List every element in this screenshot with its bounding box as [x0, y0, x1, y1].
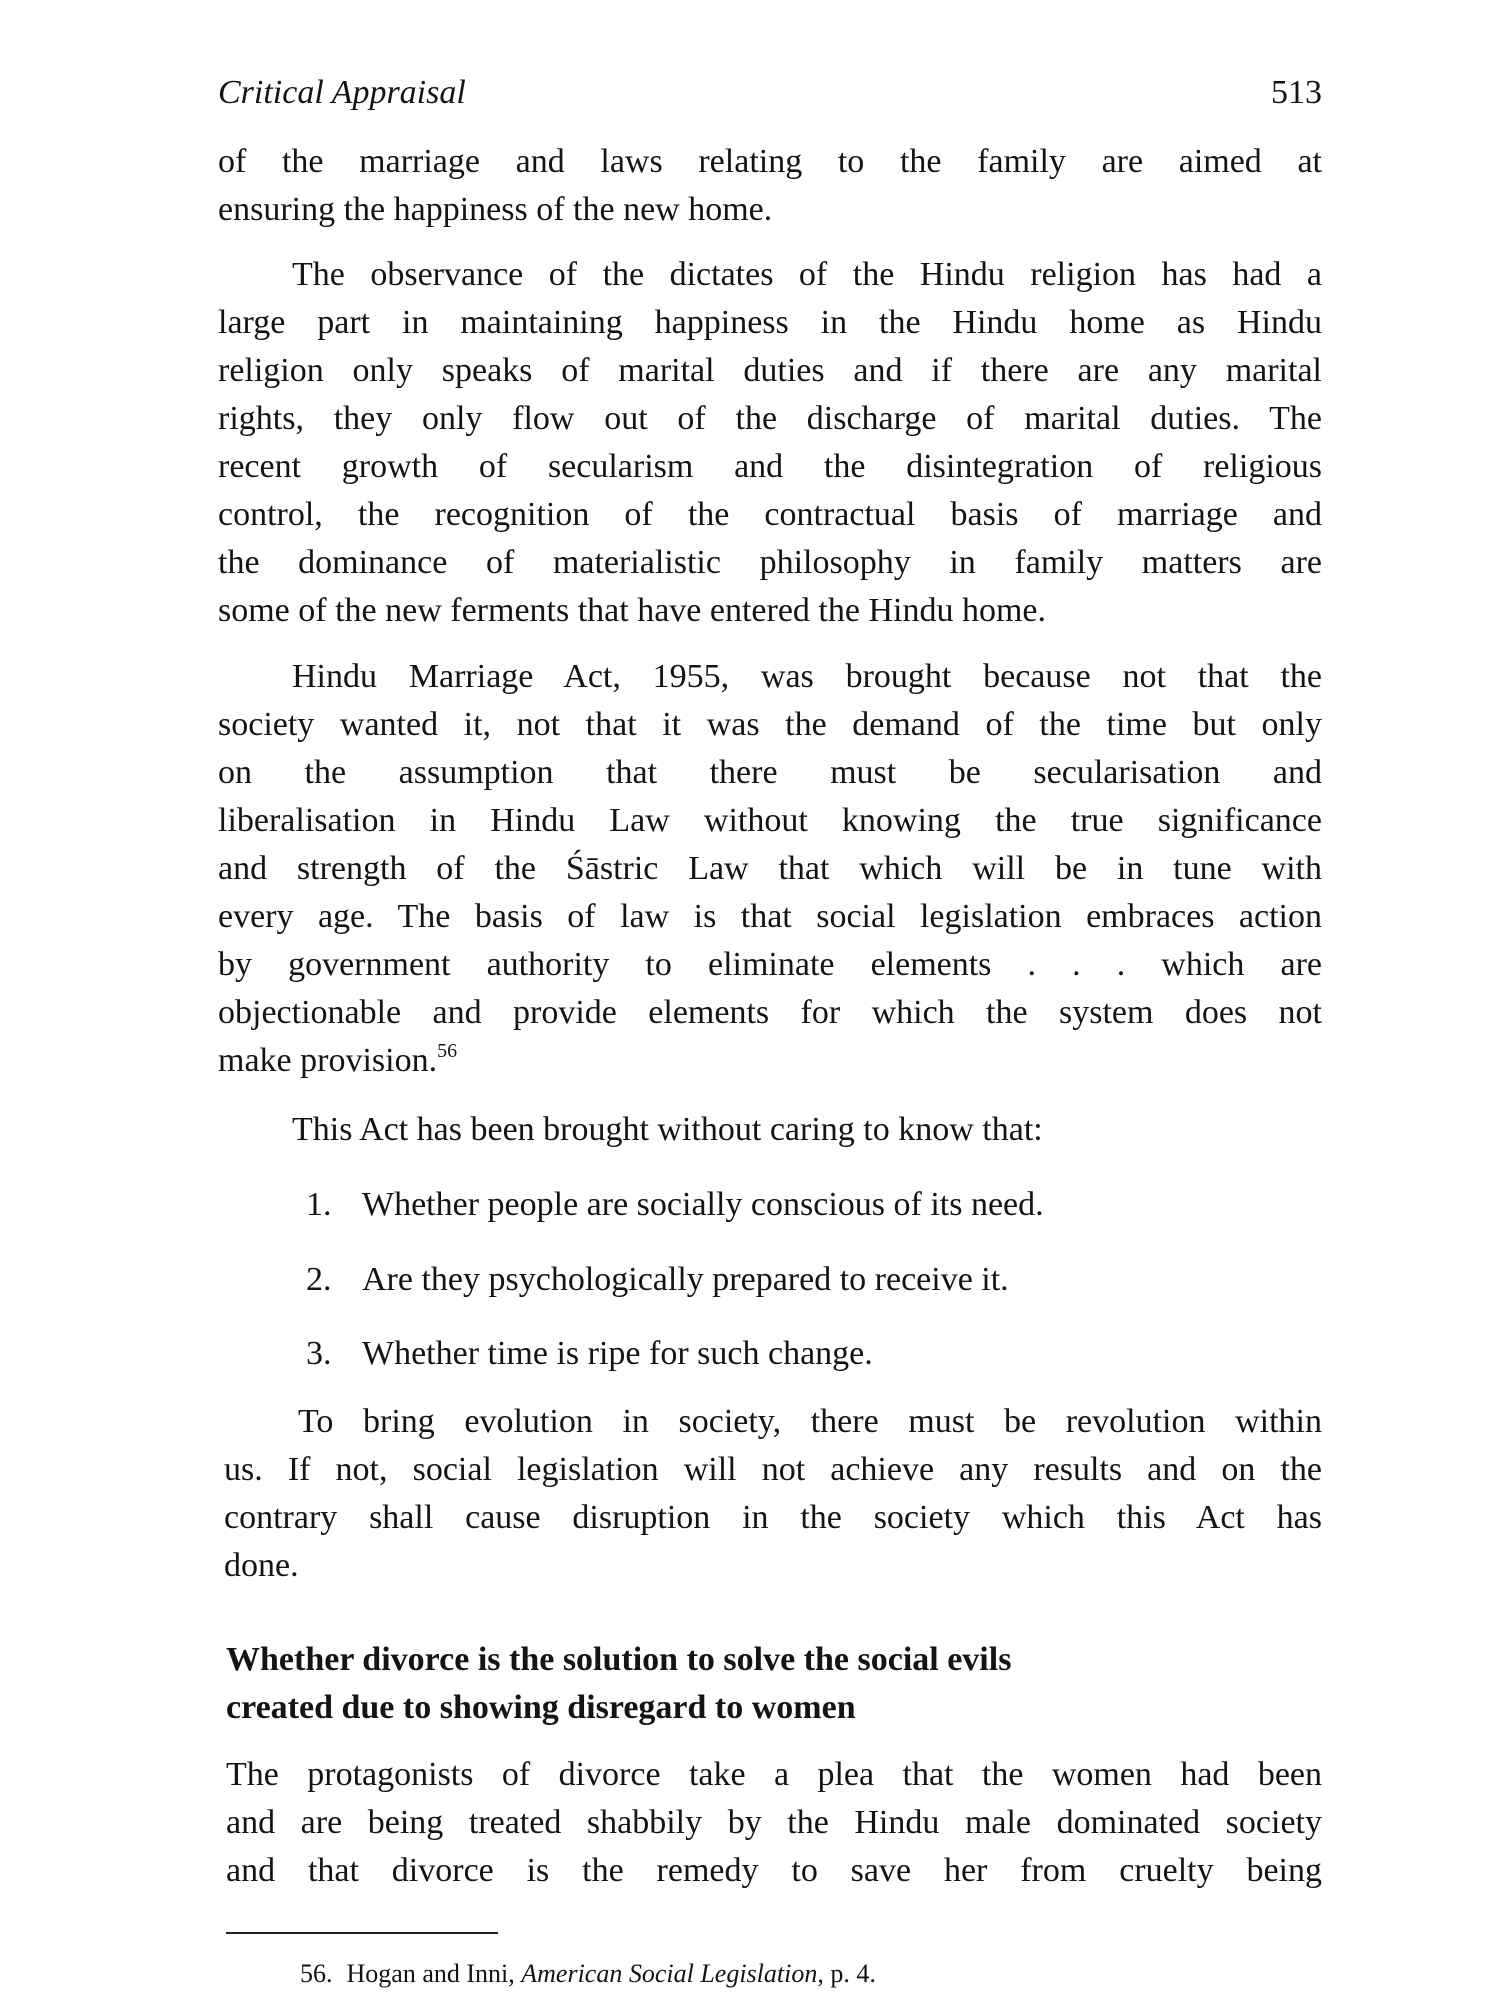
footnote-page: , p. 4.: [817, 1959, 876, 1988]
list-text: Whether people are socially conscious of its need.: [362, 1186, 1044, 1223]
text-line: some of the new ferments that have entered the Hindu home.: [218, 592, 1047, 629]
list-item: [306, 1330, 873, 1378]
footnote-number: 56.: [300, 1959, 333, 1988]
text-line: large part in maintaining happiness in the Hindu home as Hindu: [218, 304, 1322, 341]
paragraph-hindu-religion: [218, 251, 1322, 635]
text-line: recent growth of secularism and the disintegration of religious: [218, 448, 1322, 485]
text-line: The protagonists of divorce take a plea that the women had been: [226, 1756, 1322, 1793]
text-line: society wanted it, not that it was the demand of the time but only: [218, 706, 1322, 743]
footnote-title: American Social Legislation: [521, 1959, 818, 1988]
paragraph-protagonists: [226, 1751, 1322, 1895]
text-line: control, the recognition of the contractual basis of marriage and: [218, 496, 1322, 533]
text-line: rights, they only flow out of the discharge of marital duties. The: [218, 400, 1322, 437]
paragraph-continued: [218, 138, 1322, 234]
text-line: To bring evolution in society, there must be revolution within: [298, 1403, 1322, 1440]
heading-line: created due to showing disregard to women: [226, 1689, 856, 1726]
text-line: and that divorce is the remedy to save her from cruelty being: [226, 1852, 1322, 1889]
section-heading: [226, 1636, 1326, 1732]
text-line: by government authority to eliminate elements . . . which are: [218, 946, 1322, 983]
paragraph-marriage-act: [218, 653, 1322, 1085]
text-line: and strength of the Śāstric Law that which will be in tune with: [218, 850, 1322, 887]
text-line: on the assumption that there must be secularisation and: [218, 754, 1322, 791]
footnote: [300, 1954, 876, 1994]
text-line: liberalisation in Hindu Law without knowing the true significance: [218, 802, 1322, 839]
text-line: and are being treated shabbily by the Hindu male dominated society: [226, 1804, 1322, 1841]
text-line-content: make provision.: [218, 1042, 438, 1079]
list-item: [306, 1256, 1009, 1304]
text-line: The observance of the dictates of the Hindu religion has had a: [292, 256, 1322, 293]
list-number: 3.: [306, 1335, 332, 1372]
paragraph-evolution: [224, 1398, 1322, 1590]
paragraph-this-act: [218, 1106, 1322, 1154]
list-number: 1.: [306, 1186, 332, 1223]
text-line: ensuring the happiness of the new home.: [218, 191, 773, 228]
heading-line: Whether divorce is the solution to solve the social evils: [226, 1641, 1012, 1678]
footnote-divider: [226, 1932, 498, 1934]
running-header: [218, 69, 1322, 117]
list-text: Are they psychologically prepared to receive it.: [362, 1261, 1009, 1298]
text-line: Hindu Marriage Act, 1955, was brought because not that the: [292, 658, 1322, 695]
list-text: Whether time is ripe for such change.: [362, 1335, 873, 1372]
text-line: [218, 1037, 1322, 1085]
text-line: religion only speaks of marital duties and if there are any marital: [218, 352, 1322, 389]
text-line: contrary shall cause disruption in the society which this Act has: [224, 1499, 1322, 1536]
text-line: the dominance of materialistic philosophy in family matters are: [218, 544, 1322, 581]
text-line: done.: [224, 1547, 299, 1584]
list-item: [306, 1181, 1044, 1229]
footnote-reference[interactable]: 56: [437, 1040, 458, 1062]
running-title: Critical Appraisal: [218, 74, 466, 111]
text-line: every age. The basis of law is that social legislation embraces action: [218, 898, 1322, 935]
text-line: objectionable and provide elements for which the system does not: [218, 994, 1322, 1031]
text-line: us. If not, social legislation will not achieve any results and on the: [224, 1451, 1322, 1488]
text-line: of the marriage and laws relating to the family are aimed at: [218, 143, 1322, 180]
footnote-authors: Hogan and Inni,: [346, 1959, 515, 1988]
list-number: 2.: [306, 1261, 332, 1298]
text-line: This Act has been brought without caring to know that:: [292, 1111, 1043, 1148]
page-number: 513: [1271, 74, 1322, 111]
